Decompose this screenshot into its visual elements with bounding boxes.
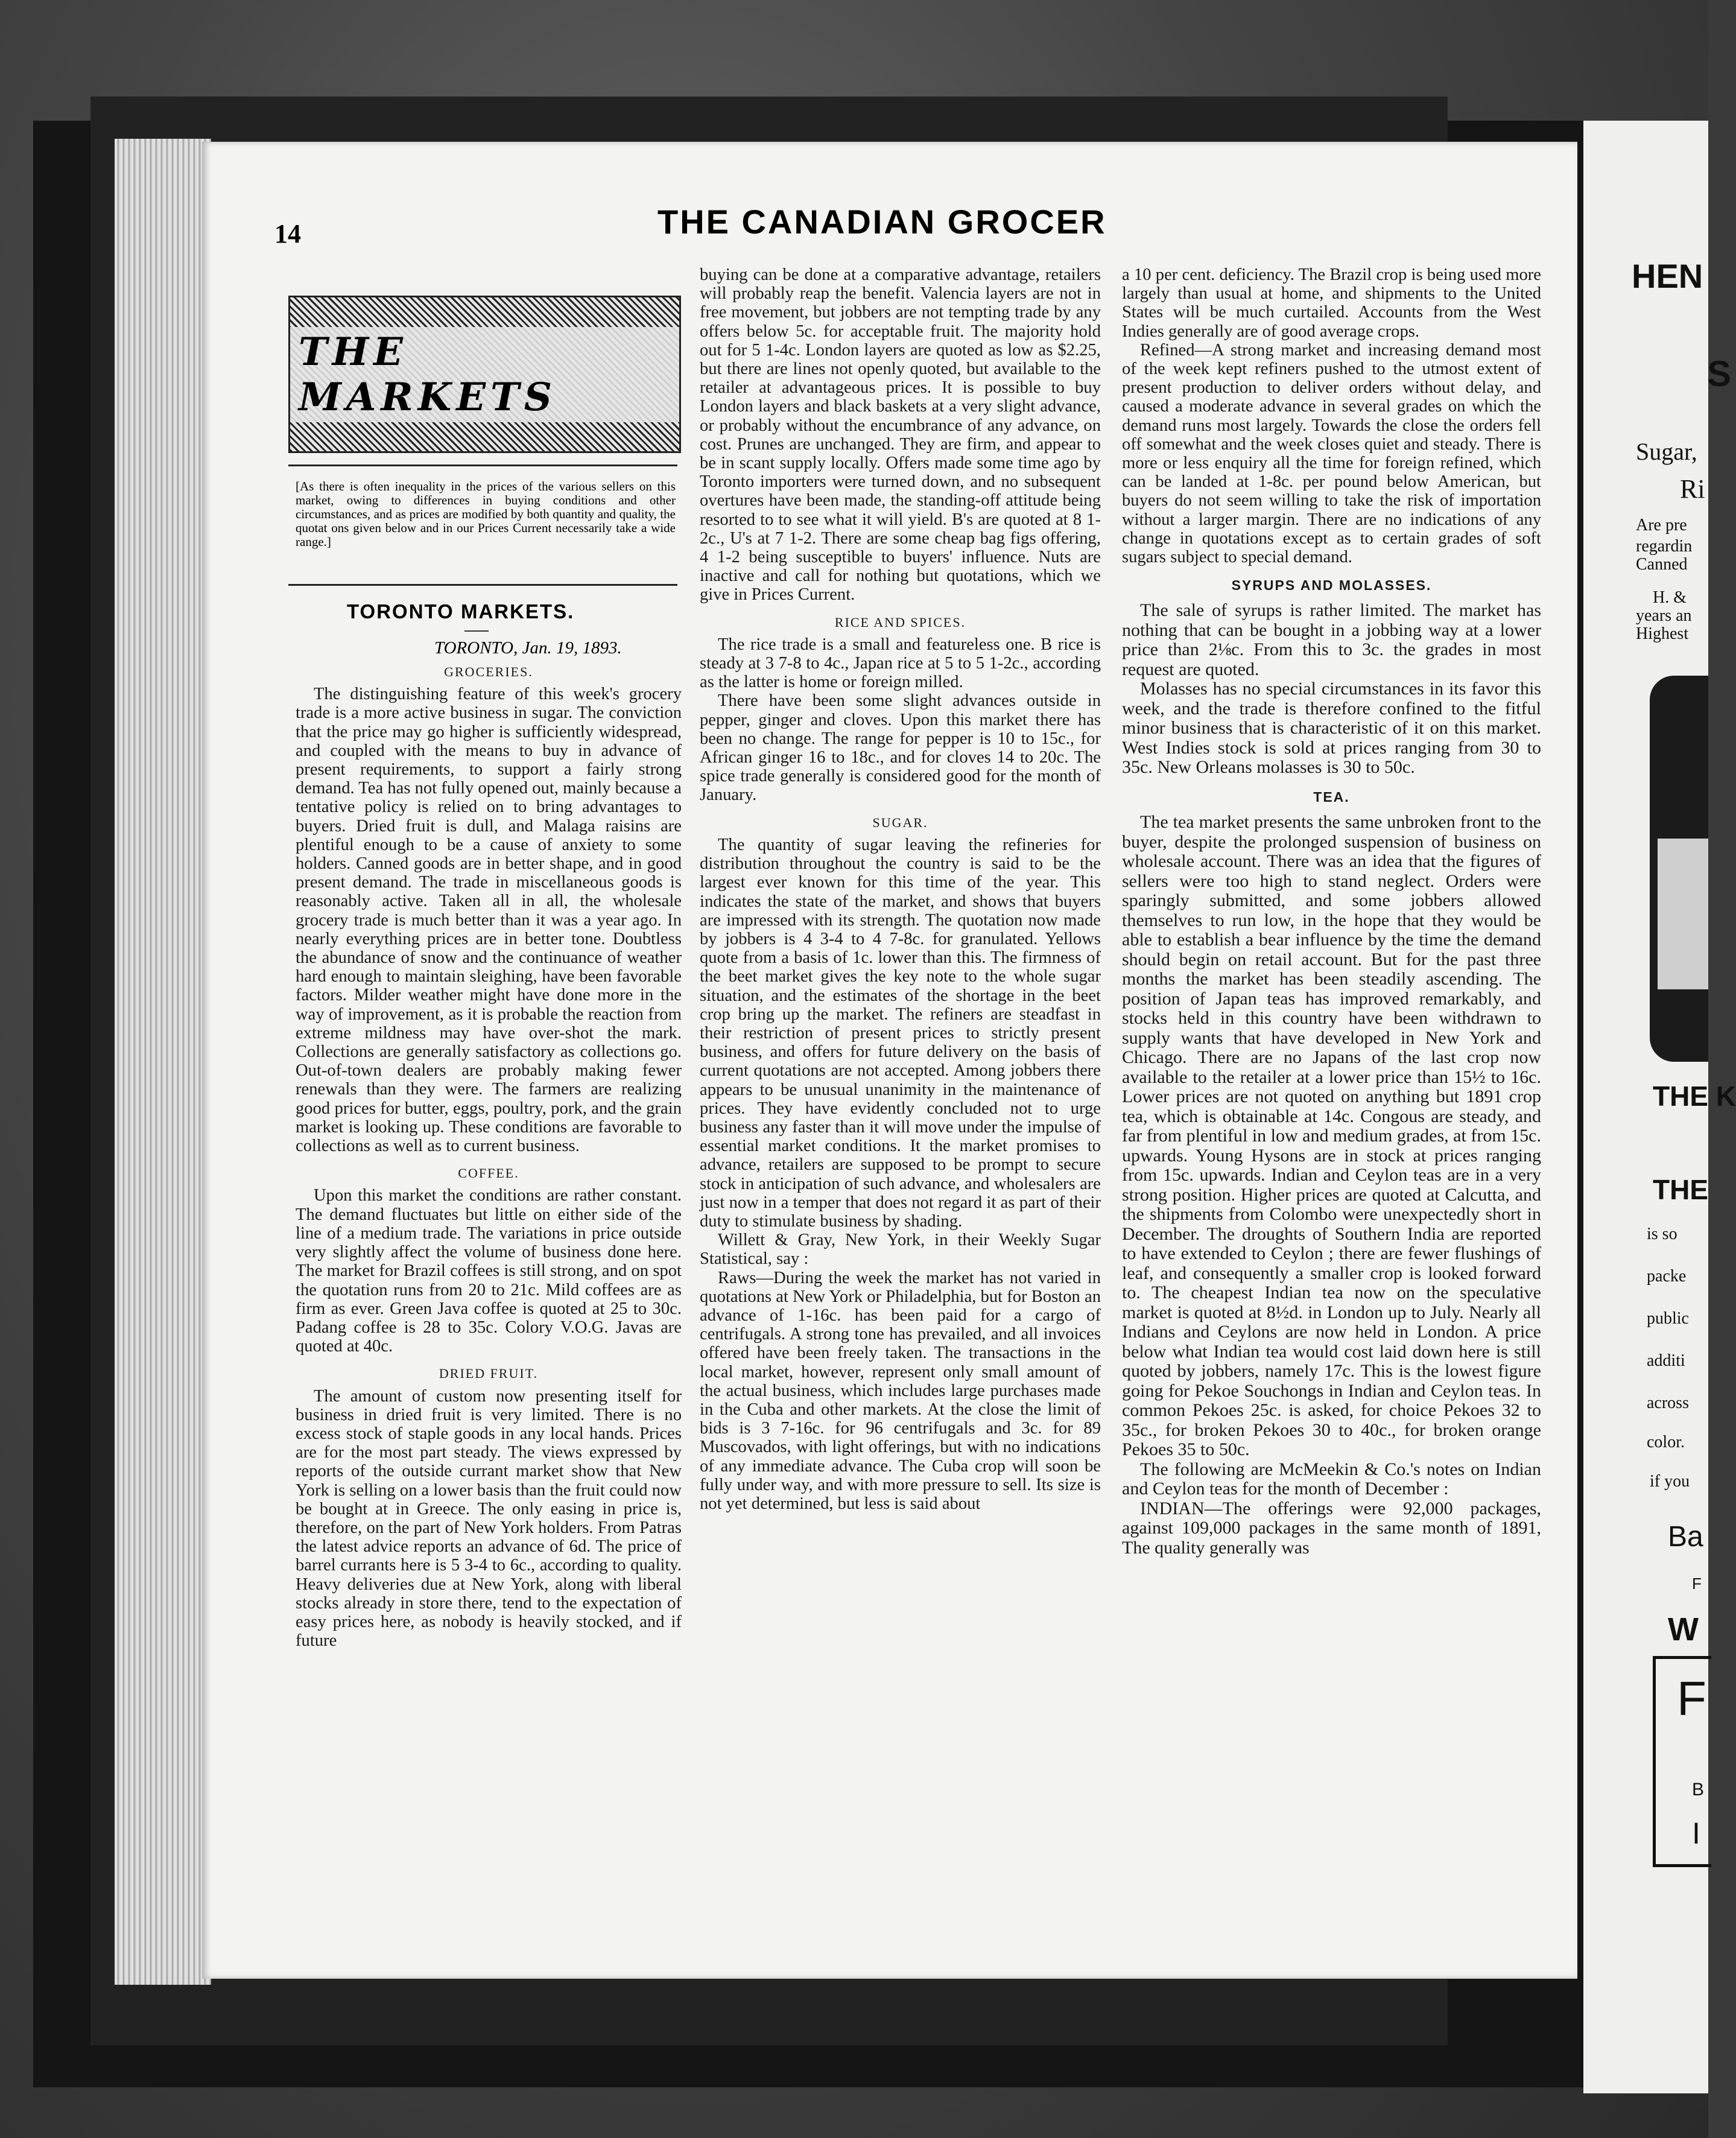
groceries-paragraph: The distinguishing feature of this week's grocery trade is a more active business in sugar. The conviction that the price may go higher is sufficiently widespread, and coupled with the means to buy in advance of present requirements, to support a fairly strong demand. Tea has not fully opened out, mainly because a tentative policy is relied on to bring advantages to buyers. Dried fruit is dull, and Malaga raisins are plentiful enough to be a cause of anxiety to some holders. Canned goods are in better shape, and in good present demand. The trade in miscellaneous goods is reasonably active. Taken all in all, the wholesale grocery trade is much better than it was a year ago. In nearly everything prices are in better tone. Doubtless the abundance of snow and the continuance of weather hard enough to maintain sleighing, have been favorable factors. Milder weather might have done more in the way of improvement, as it is probable the reaction from extreme mildness may have over-shot the mark. Collections are generally satisfactory as collections go. Out-of-town dealers are probably making fewer renewals than they were. The farmers are realizing good prices for butter, eggs, poultry, pork, and the grain market is looking up. These conditions are favorable to collections as well as to current business. (296, 685, 682, 1156)
right-page-text: W (1668, 1611, 1699, 1648)
right-page-text: Sugar, (1636, 438, 1697, 465)
groceries-heading: GROCERIES. (444, 664, 533, 679)
page-title: THE CANADIAN GROCER (657, 203, 1107, 241)
sugar-heading: SUGAR. (872, 814, 928, 830)
right-page-text: years an (1636, 606, 1692, 625)
right-page-text: Ba (1668, 1521, 1703, 1553)
indian-paragraph: INDIAN—The offerings were 92,000 packages, against 109,000 packages in the same month of 1891, The quality generally was (1122, 1498, 1541, 1558)
page-edges (115, 139, 211, 1985)
right-page-text: F (1677, 1672, 1706, 1725)
spices-paragraph: There have been some slight advances outside in pepper, ginger and cloves. Upon this market there has been no change. The range for pepper is 10 to 15c., for African ginger 16 to 18c., and for cloves 14 to 20c. The spice trade generally is considered good for the month of January. (700, 691, 1101, 805)
dried-fruit-heading: DRIED FRUIT. (439, 1366, 539, 1381)
tea-paragraph: The tea market presents the same unbroken front to the buyer, despite the prolonged suspension of business on wholesale account. There was an idea that the figures of sellers were too high to stand neglect. Orders were sparingly submitted, and some jobbers allowed themselves to run low, in the hope that they would be able to establish a bear influence by the time the demand should begin on retail account. But for the past three months the market has been steadily ascending. The position of Japan teas has improved remarkably, and stocks held in this country have been withdrawn to supply wants that have developed in New York and Chicago. There are no Japans of the last crop now available to the retailer at a lower price than 15½ to 16c. Lower prices are not quoted on anything but 1891 crop tea, which is obtainable at 14c. Congous are steady, and far from plentiful in low and medium grades, at from 15c. upwards. Young Hysons are in stock at prices ranging from 15c. upwards. Indian and Ceylon teas are in a very strong position. Higher prices are quoted at Calcutta, and the shipments from Colombo were unexpectedly short in December. The droughts of Southern India are reported to have extended to Ceylon ; there are fewer flushings of leaf, and consequently a smaller crop is looked forward to. The cheapest Indian tea now on the speculative market is quoted at 8½d. in London up to July. Nearly all Indians and Ceylons are now held in London. A price below what Indian tea would cost laid down here is still quoted by jobbers, namely 17c. This is the lowest figure going for Pekoe Souchongs in Indian and Ceylon teas. In common Pekoes 25c. is asked, for choice Pekoes 32 to 35c., for broken Pekoes 30 to 40c., for broken orange Pekoes 35 to 50c. (1122, 812, 1541, 1460)
right-page-text: THE K (1653, 1080, 1736, 1112)
right-page-text: public (1647, 1309, 1689, 1328)
sugar-continued: a 10 per cent. deficiency. The Brazil crop is being used more largely than usual at home, and shipments to the United States will be much curtailed. Accounts from the West Indies generally are of good average crops. (1122, 265, 1541, 341)
bottle-label (1658, 839, 1708, 989)
right-page-text: THE (1653, 1174, 1708, 1205)
sugar-paragraph: The quantity of sugar leaving the refineries for distribution throughout the country is said to be the largest ever known for this time of the year. This indicates the state of the market, and shows that buyers are impressed with its strength. The quotation now made by jobbers is 4 3-4 to 4 7-8c. for granulated. Yellows quote from a basis of 1c. lower than this. The firmness of the beet market gives the key note to the whole sugar situation, and the estimates of the shortage in the beet crop bring up the market. The refiners are steadfast in their restriction of present prices to strictly present business, and offers for future delivery on the basis of current quotations are not accepted. Among jobbers there appears to be unusual unanimity in the maintenance of prices. They have evidently concluded not to urge business any faster than it will move under the impulse of essential market conditions. It the market promises to advance, retailers are supposed to be prompt to secure stock in anticipation of such advance, and wholesalers are just now in a temper that does not regard it as part of their duty to stimulate business by shading. (700, 835, 1101, 1231)
rice-paragraph: The rice trade is a small and featureless one. B rice is steady at 3 7-8 to 4c., Japan rice at 5 to 5 1-2c., according as the latter is home or foreign milled. (700, 635, 1101, 692)
dried-fruit-continued: buying can be done at a comparative advantage, retailers will probably reap the benefit. Valencia layers are not in free movement, but jobbers are not tempting trade by any offers below 5c. for acceptable fruit. The majority hold out for 5 1-4c. London layers are quoted as low as $2.25, but there are lines not openly quoted, but available to the retailer at advantageous prices. It is possible to buy London layers and black baskets at a very slight advance, or probably without the encumbrance of any advance, on cost. Prunes are unchanged. They are firm, and appear to be in scant supply locally. Offers made some time ago by Toronto importers were turned down, and no subsequent overtures have been made, the standing-off attitude being resorted to to see what it will yield. B's are quoted at 8 1-2c., U's at 7 1-2. There are some cheap bag figs offering, 4 1-2 being susceptible to buyers' influence. Nuts are inactive and call for nothing but quotations, which we give in Prices Current. (700, 265, 1101, 604)
right-page-text: is so (1647, 1225, 1677, 1243)
dash (464, 630, 489, 632)
raws-paragraph: Raws—During the week the market has not varied in quotations at New York or Philadelphia, but for Boston an advance of 1-16c. has been paid for a cargo of centrifugals. A strong tone has prevailed, and all invoices offered have been freely taken. The transactions in the local market, however, represent only small amount of the actual business, which includes large purchases made in the Cuba and other markets. At the close the limit of bids is 3 7-16c. for 96 centrifugals and 3c. for 89 Muscovados, with light offerings, but with no indications of any immediate advance. The Cuba crop will soon be fully under way, and with more pressure to sell. Its size is not yet determined, but less is said about (700, 1268, 1101, 1513)
right-page-text: if you (1650, 1472, 1690, 1491)
right-page-text: Ri (1680, 474, 1705, 504)
coffee-paragraph: Upon this market the conditions are rather constant. The demand fluctuates but little on either side of the line of a medium trade. The variations in price outside very slightly affect the volume of business done here. The market for Brazil coffees is still strong, and on spot the quotation runs from 20 to 21c. Mild coffees are as firm as ever. Green Java coffee is quoted at 25 to 30c. Padang coffee is 28 to 35c. Colory V.O.G. Javas are quoted at 40c. (296, 1186, 682, 1356)
mcmeekin-paragraph: The following are McMeekin & Co.'s notes on Indian and Ceylon teas for the month of December : (1122, 1459, 1541, 1499)
molasses-paragraph: Molasses has no special circumstances in its favor this week, and the trade is therefore confined to the fitful minor business that is characteristic of it on this market. West Indies stock is sold at prices ranging from 30 to 35c. New Orleans molasses is 30 to 50c. (1122, 679, 1541, 778)
right-page-text: color. (1647, 1433, 1685, 1451)
willett-gray-paragraph: Willett & Gray, New York, in their Weekly Sugar Statistical, say : (700, 1231, 1101, 1269)
dateline: TORONTO, Jan. 19, 1893. (434, 638, 622, 658)
refined-paragraph: Refined—A strong market and increasing demand most of the week kept refiners pushed to the utmost extent of present production to deliver orders without delay, and caused a moderate advance in several grades on which the demand runs most largely. Towards the close the orders fell off somewhat and the week closes quiet and steady. There is more or less enquiry all the time for foreign refined, which can be landed at 1-8c. per pound below American, but buyers do not seem willing to take the risk of importation without a larger margin. There are no indications of any change in quotations except as to certain grades of soft sugars subject to special demand. (1122, 340, 1541, 567)
syrups-heading: SYRUPS AND MOLASSES. (1231, 577, 1432, 594)
tea-heading: TEA. (1313, 788, 1350, 805)
right-page-text: I (1692, 1816, 1700, 1850)
right-page-text: packe (1647, 1267, 1687, 1286)
coffee-heading: COFFEE. (458, 1166, 519, 1181)
right-page-text: S (1707, 354, 1732, 394)
banner-text: THE MARKETS (290, 327, 679, 422)
right-page-text: HEN (1632, 257, 1703, 295)
right-page-text: H. & (1653, 588, 1687, 607)
column-2 (700, 265, 1101, 1513)
syrups-paragraph: The sale of syrups is rather limited. The market has nothing that can be bought in a jobbing way at a lower price than 2⅛c. From this to 3c. the grades in most request are quoted. (1122, 600, 1541, 679)
right-page-text: across (1647, 1394, 1689, 1412)
right-page-text: regardin (1636, 537, 1693, 556)
right-page-text: Are pre (1636, 516, 1687, 534)
column-3 (1122, 265, 1541, 1558)
rice-spices-heading: RICE AND SPICES. (834, 614, 966, 630)
price-note: [As there is often inequality in the prices of the various sellers on this market, owing to differences in buying conditions and other circumstances, and as prices are modified by both quantity and quality, the quotat ons given below and in our Prices Current necessarily take a wide range.] (296, 479, 676, 549)
dried-fruit-paragraph: The amount of custom now presenting itself for business in dried fruit is very limited. There is no excess stock of staple goods in any local hands. Prices are for the most part steady. The views expressed by reports of the outside currant market show that New York is selling on a lower basis than the fruit could now be bought at in Greece. The only easing in price is, therefore, on the part of New York holders. From Patras the latest advice reports an advance of 6d. The price of barrel currants here is 5 3-4 to 6c., according to quality. Heavy deliveries due at New York, along with liberal stocks already in store there, tend to the expectation of easy prices here, as nobody is heavily stocked, and if future (296, 1386, 682, 1651)
column-1 (296, 662, 682, 1650)
right-page-text: Canned (1636, 555, 1688, 574)
right-page-text: additi (1647, 1351, 1685, 1370)
right-page-text: B (1692, 1780, 1705, 1800)
divider (288, 465, 677, 466)
toronto-markets-heading: TORONTO MARKETS. (347, 600, 575, 623)
markets-banner (288, 296, 681, 453)
divider (288, 584, 677, 586)
right-page-text: Highest (1636, 624, 1689, 643)
right-page-text: F (1692, 1575, 1702, 1593)
page-number: 14 (274, 219, 301, 249)
